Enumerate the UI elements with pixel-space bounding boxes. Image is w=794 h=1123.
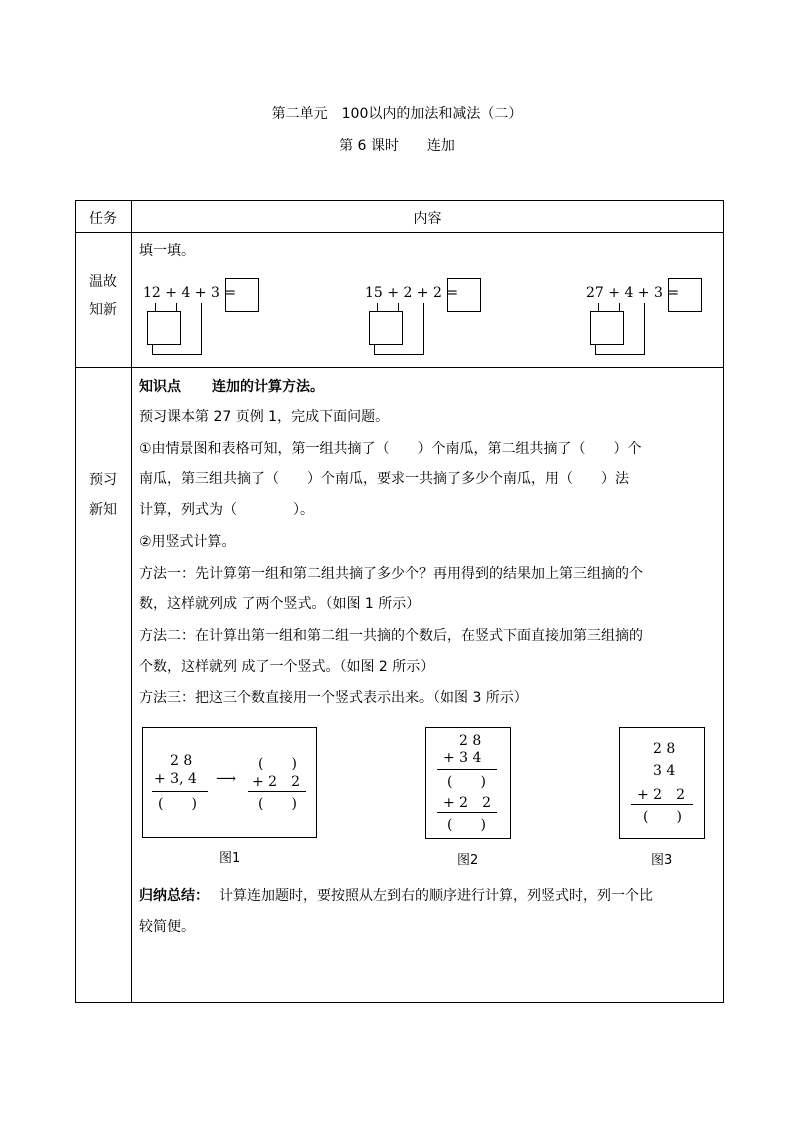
partial-box-2 — [369, 311, 403, 345]
fig3-result: ( ) — [643, 809, 682, 825]
fig3-addend-a: 2 8 — [653, 741, 676, 757]
equation-3: 27 + 4 + 3 = — [586, 285, 680, 301]
bracket-2-right — [423, 303, 424, 355]
fig1-result-2: ( ) — [258, 796, 297, 812]
bracket-3-left — [595, 345, 596, 354]
preview-line-2: ①由情景图和表格可知，第一组共摘了（ ）个南瓜，第二组共摘了（ ）个 — [139, 441, 642, 457]
bracket-1-left — [152, 345, 153, 354]
preview-line-3: 南瓜，第三组共摘了（ ）个南瓜，要求一共摘了多少个南瓜，用（ ）法 — [139, 471, 629, 487]
partial-box-1 — [147, 311, 181, 345]
equation-1: 12 + 4 + 3 = — [143, 285, 237, 301]
fig1-carry-result: ( ) — [258, 756, 297, 772]
fig1-addend-b: + 3, 4 — [154, 771, 197, 787]
row-label-preview-a: 预习 — [89, 472, 117, 488]
answer-box-3 — [668, 278, 702, 312]
bracket-3-tick-a — [598, 303, 599, 311]
bracket-2-tick-a — [377, 303, 378, 311]
fig3-addend-b: 3 4 — [653, 763, 676, 779]
equation-2: 15 + 2 + 2 = — [365, 285, 459, 301]
fig3-line — [631, 804, 693, 805]
fig1-arrow: ⟶ — [216, 771, 237, 787]
unit-title: 第二单元 100以内的加法和减法（二） — [271, 106, 523, 122]
bracket-1-tick-a — [155, 303, 156, 311]
fig1-line-1 — [152, 791, 208, 792]
bracket-2-left — [374, 345, 375, 354]
preview-line-10: 方法三：把这三个数直接用一个竖式表示出来。（如图 3 所示） — [139, 690, 528, 706]
fig2-line-1 — [437, 769, 497, 770]
figure-3-caption: 图3 — [651, 853, 673, 868]
review-instruction: 填一填。 — [139, 243, 195, 259]
preview-line-9: 个数，这样就列 成了一个竖式。（如图 2 所示） — [139, 659, 435, 675]
preview-line-5: ②用竖式计算。 — [139, 534, 236, 550]
fig2-result-1: ( ) — [447, 774, 486, 790]
figure-2-caption: 图2 — [457, 853, 479, 868]
fig2-result-2: ( ) — [447, 817, 486, 833]
preview-line-4: 计算，列式为（ ）。 — [139, 502, 314, 518]
bracket-2-bottom — [374, 354, 424, 355]
bracket-3-right — [644, 303, 645, 355]
summary-text-2: 较简便。 — [139, 919, 195, 935]
preview-line-6: 方法一：先计算第一组和第二组共摘了多少个？再用得到的结果加上第三组摘的个 — [139, 566, 643, 582]
figure-1-caption: 图1 — [219, 851, 241, 866]
fig1-addend-c: + 2 2 — [252, 774, 300, 790]
row-label-review-b: 知新 — [89, 302, 117, 318]
table-divider-header — [75, 232, 724, 233]
summary-label: 归纳总结： — [139, 888, 209, 904]
fig2-addend-a: 2 8 — [459, 733, 482, 749]
fig1-line-2 — [248, 791, 306, 792]
summary-text-1: 计算连加题时，要按照从左到右的顺序进行计算，列竖式时，列一个比 — [219, 888, 653, 904]
bracket-2-tick-b — [398, 303, 399, 311]
fig2-line-2 — [437, 812, 497, 813]
answer-box-2 — [447, 278, 481, 312]
lesson-title: 第 6 课时 连加 — [339, 138, 455, 154]
bracket-1-bottom — [152, 354, 202, 355]
row-label-preview-b: 新知 — [89, 502, 117, 518]
bracket-1-tick-b — [176, 303, 177, 311]
preview-line-8: 方法二：在计算出第一组和第二组一共摘的个数后，在竖式下面直接加第三组摘的 — [139, 628, 643, 644]
fig1-addend-a: 2 8 — [170, 753, 193, 769]
fig1-result-1: ( ) — [158, 796, 197, 812]
fig3-addend-c: + 2 2 — [637, 787, 685, 803]
partial-box-3 — [590, 311, 624, 345]
knowledge-point-label: 知识点 — [139, 379, 181, 395]
bracket-3-tick-b — [619, 303, 620, 311]
preview-line-1: 预习课本第 27 页例 1，完成下面问题。 — [139, 409, 390, 425]
column-header-task: 任务 — [89, 211, 117, 227]
fig2-addend-b: + 3 4 — [443, 750, 482, 766]
bracket-1-right — [201, 303, 202, 355]
preview-line-7: 数，这样就列成 了两个竖式。（如图 1 所示） — [139, 596, 421, 612]
table-divider-row — [75, 367, 724, 368]
knowledge-point-text: 连加的计算方法。 — [212, 379, 324, 395]
bracket-3-bottom — [595, 354, 645, 355]
fig2-addend-c: + 2 2 — [443, 795, 491, 811]
column-header-content: 内容 — [413, 211, 442, 227]
table-divider-vertical — [131, 200, 132, 1003]
row-label-review-a: 温故 — [89, 274, 117, 290]
answer-box-1 — [225, 278, 259, 312]
